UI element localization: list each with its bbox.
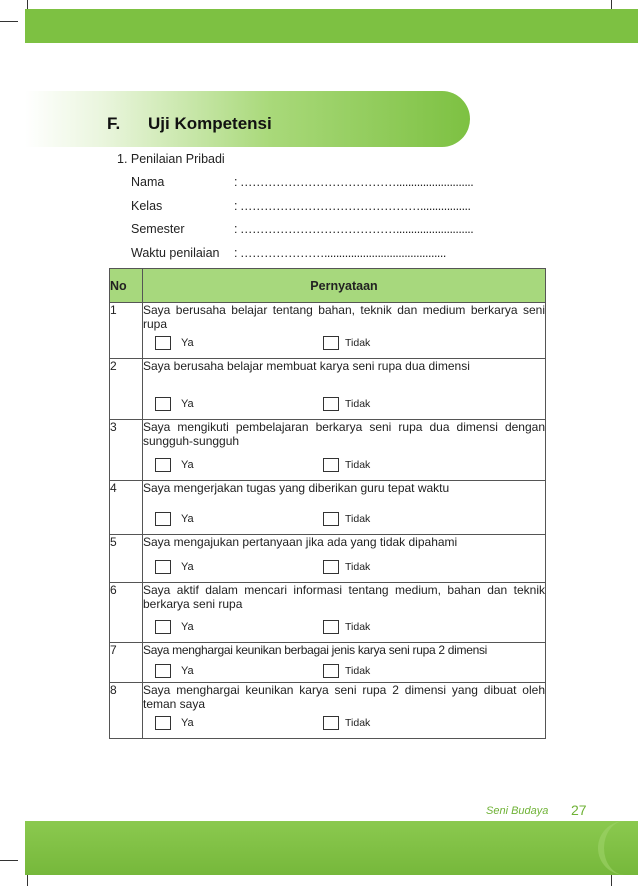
identity-row-class — [131, 199, 511, 217]
row-number: 4 — [110, 481, 143, 535]
tidak-label: Tidak — [345, 513, 371, 525]
crop-mark — [0, 21, 18, 22]
ya-checkbox[interactable] — [155, 397, 171, 411]
page-number: 27 — [571, 802, 587, 818]
answer-options — [155, 620, 575, 634]
tidak-checkbox[interactable] — [323, 716, 339, 730]
subsection-title: 1. Penilaian Pribadi — [117, 152, 225, 166]
ya-checkbox[interactable] — [155, 336, 171, 350]
statement-cell — [143, 303, 546, 359]
statement-cell — [143, 683, 546, 739]
identity-label: Nama — [131, 175, 165, 189]
table-row — [110, 420, 546, 481]
statement-cell — [143, 535, 546, 583]
ya-checkbox[interactable] — [155, 512, 171, 526]
statement-text: Saya menghargai keunikan karya seni rupa 2 dimensi yang dibuat oleh teman saya — [143, 683, 545, 711]
row-number: 2 — [110, 359, 143, 420]
statement-text: Saya mengajukan pertanyaan jika ada yang tidak dipahami — [143, 535, 458, 549]
statement-text: Saya berusaha belajar membuat karya seni rupa dua dimensi — [143, 359, 470, 373]
table-row — [110, 481, 546, 535]
footer-bar — [25, 821, 638, 875]
identity-label: Waktu penilaian — [131, 246, 220, 260]
tidak-label: Tidak — [345, 561, 371, 573]
ya-checkbox[interactable] — [155, 560, 171, 574]
tidak-label: Tidak — [345, 665, 371, 677]
ya-label: Ya — [181, 717, 194, 729]
identity-row-semester — [131, 222, 511, 240]
row-number: 7 — [110, 643, 143, 683]
identity-label: Semester — [131, 222, 185, 236]
column-header-no: No — [110, 269, 143, 303]
column-header-statement: Pernyataan — [143, 269, 546, 303]
tidak-checkbox[interactable] — [323, 512, 339, 526]
ya-label: Ya — [181, 337, 194, 349]
ya-label: Ya — [181, 621, 194, 633]
statement-text: Saya aktif dalam mencari informasi tentang medium, bahan dan teknik berkarya seni rupa — [143, 583, 545, 611]
table-row — [110, 359, 546, 420]
statement-cell — [143, 481, 546, 535]
ya-label: Ya — [181, 561, 194, 573]
statement-cell — [143, 643, 546, 683]
tidak-checkbox[interactable] — [323, 560, 339, 574]
crop-mark — [0, 860, 18, 861]
identity-fill-line[interactable]: : ………………………………………................. — [234, 199, 471, 213]
tidak-label: Tidak — [345, 621, 371, 633]
tidak-label: Tidak — [345, 398, 371, 410]
answer-options — [155, 560, 575, 574]
ya-checkbox[interactable] — [155, 716, 171, 730]
identity-label: Kelas — [131, 199, 163, 213]
statement-cell — [143, 420, 546, 481]
identity-row-name — [131, 175, 511, 193]
table-row — [110, 643, 546, 683]
book-title: Seni Budaya — [486, 805, 549, 817]
header-bar — [25, 9, 638, 43]
statement-cell — [143, 359, 546, 420]
identity-fill-line[interactable]: : ………………………………….......................... — [234, 222, 474, 236]
answer-options — [155, 397, 575, 411]
ya-label: Ya — [181, 398, 194, 410]
table-row — [110, 583, 546, 643]
tidak-checkbox[interactable] — [323, 620, 339, 634]
statement-text: Saya mengerjakan tugas yang diberikan guru tepat waktu — [143, 481, 450, 495]
ya-checkbox[interactable] — [155, 664, 171, 678]
row-number: 5 — [110, 535, 143, 583]
ya-label: Ya — [181, 459, 194, 471]
identity-row-time — [131, 246, 511, 264]
table-row — [110, 683, 546, 739]
section-title: Uji Kompetensi — [148, 114, 272, 133]
answer-options — [155, 336, 575, 350]
row-number: 6 — [110, 583, 143, 643]
tidak-label: Tidak — [345, 459, 371, 471]
identity-fill-line[interactable]: : ………………………………….......................... — [234, 175, 474, 189]
statement-cell — [143, 583, 546, 643]
answer-options — [155, 716, 575, 730]
tidak-label: Tidak — [345, 717, 371, 729]
tidak-checkbox[interactable] — [323, 458, 339, 472]
answer-options — [155, 458, 575, 472]
tidak-checkbox[interactable] — [323, 336, 339, 350]
row-number: 3 — [110, 420, 143, 481]
tidak-label: Tidak — [345, 337, 371, 349]
ya-label: Ya — [181, 513, 194, 525]
tidak-checkbox[interactable] — [323, 397, 339, 411]
table-row — [110, 535, 546, 583]
answer-options — [155, 512, 575, 526]
statement-text: Saya berusaha belajar tentang bahan, teknik dan medium berkarya seni rupa — [143, 303, 545, 331]
section-letter: F. — [107, 114, 121, 133]
statement-text: Saya menghargai keunikan berbagai jenis karya seni rupa 2 dimensi — [143, 643, 488, 657]
row-number: 8 — [110, 683, 143, 739]
self-assessment-table — [109, 268, 546, 739]
tidak-checkbox[interactable] — [323, 664, 339, 678]
table-row — [110, 303, 546, 359]
ya-label: Ya — [181, 665, 194, 677]
identity-fill-line[interactable]: : …………………......................................... — [234, 246, 446, 260]
ya-checkbox[interactable] — [155, 620, 171, 634]
answer-options — [155, 664, 575, 678]
statement-text: Saya mengikuti pembelajaran berkarya seni rupa dua dimensi dengan sungguh-sungguh — [143, 420, 545, 448]
row-number: 1 — [110, 303, 143, 359]
ya-checkbox[interactable] — [155, 458, 171, 472]
table-header-row — [110, 269, 546, 303]
